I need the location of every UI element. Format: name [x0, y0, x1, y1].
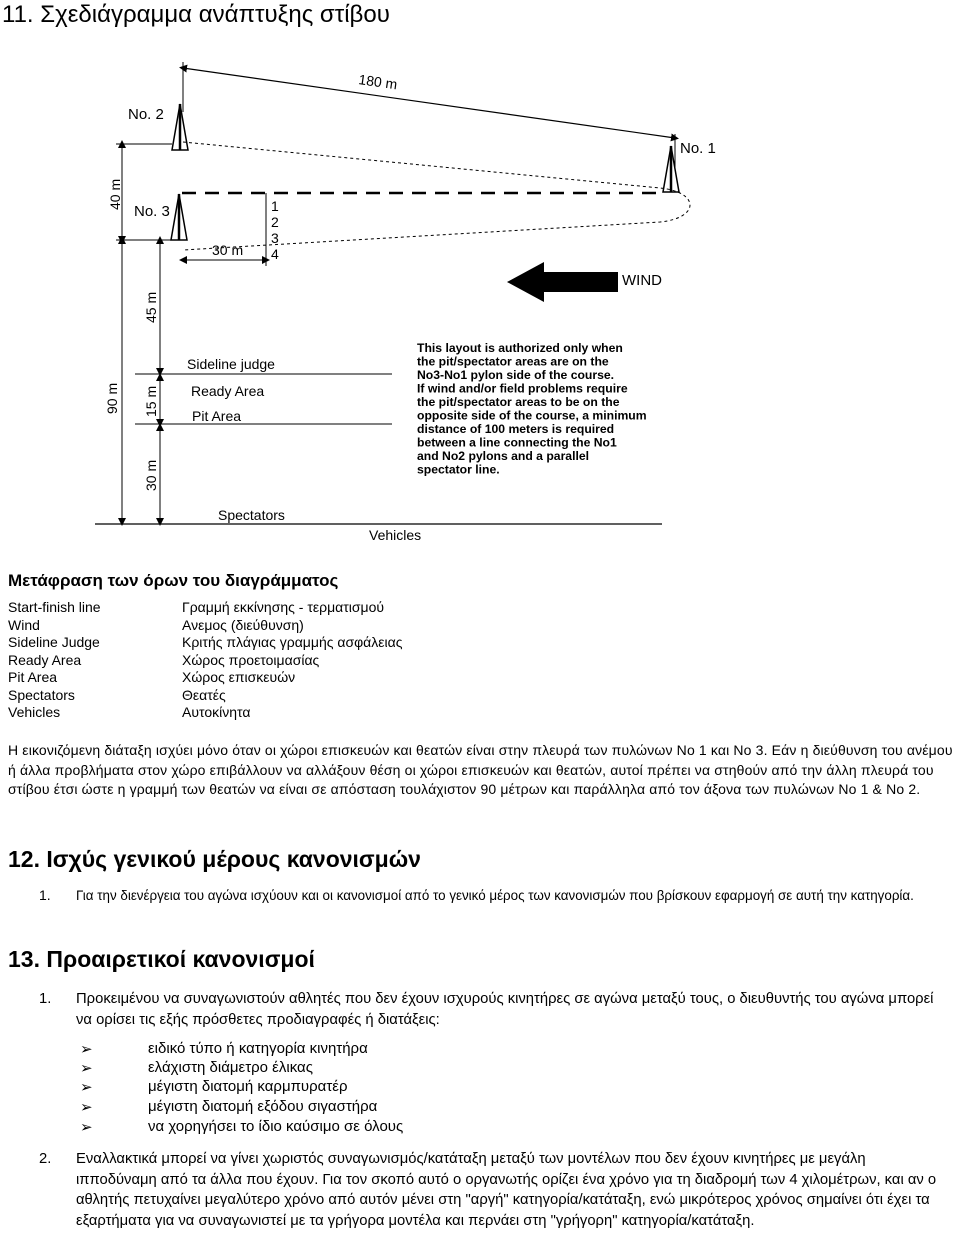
wind-arrow-icon — [507, 262, 618, 302]
section-11-number: 11. — [2, 1, 34, 28]
note-line: and No2 pylons and a parallel — [417, 449, 590, 463]
note-line: the pit/spectator areas are on the — [417, 354, 609, 369]
glossary-translation: Αυτοκίνητα — [182, 704, 251, 720]
lane-number-2: 2 — [271, 214, 279, 230]
depth-15-label: 15 m — [143, 385, 159, 417]
pit-area-label: Pit Area — [192, 408, 242, 424]
bullet-item: ειδικό τύπο ή κατηγορία κινητήρα — [148, 1040, 368, 1057]
glossary-translation: Θεατές — [182, 686, 226, 703]
bullet-marker-icon: ➢ — [80, 1041, 93, 1058]
depth-30-label: 30 m — [143, 459, 159, 491]
bullet-marker-icon: ➢ — [80, 1060, 93, 1077]
spectators-label: Spectators — [218, 507, 285, 523]
glossary-term: Spectators — [8, 686, 75, 703]
glossary-term: Ready Area — [8, 651, 82, 668]
glossary-translation: Ανεμος (διεύθυνση) — [182, 616, 304, 633]
note-line: between a line connecting the No1 — [417, 435, 617, 450]
lane-number-3: 3 — [271, 230, 279, 246]
glossary-term: Sideline Judge — [8, 634, 100, 650]
section-12-item-number: 1. — [39, 887, 51, 903]
section-13-item-1-number: 1. — [39, 991, 52, 1007]
glossary-translation: Γραμμή εκκίνησης - τερματισμού — [182, 599, 385, 615]
width-40-label: 40 m — [107, 178, 123, 210]
pylon-2-label: No. 2 — [128, 106, 164, 123]
pylon-3-offset-label: 30 m — [212, 242, 244, 258]
glossary-title: Μετάφραση των όρων του διαγράμματος — [8, 571, 339, 590]
course-layout-diagram — [0, 40, 960, 560]
bullet-item: ελάχιστη διάμετρο έλικας — [148, 1059, 313, 1076]
section-13-item-1-text: Προκειμένου να συναγωνιστούν αθλητές που δεν έχουν ισχυρούς κινητήρες σε αγώνα μεταξύ τους, ο διευθυντής του αγώνα μπορεί να ορίσει τις εξής πρόσθετες προδιαγραφές ή διατάξεις: — [76, 991, 934, 1028]
note-line: This layout is authorized only when — [417, 341, 623, 355]
glossary-translation: Κριτής πλάγιας γραμμής ασφάλειας — [182, 634, 403, 650]
layout-paragraph: Η εικονιζόμενη διάταξη ισχύει μόνο όταν οι χώροι επισκευών και θεατών είναι στην πλευρά των πυλώνων Νο 1 και Νο 3. Εάν η διεύθυνση του ανέμου ή άλλα προβλήματα στον χώρο επιβάλλουν να αλλάξουν θέση οι χώροι επισκευών και θεατών, αυτοί πρέπει να στηθούν από την άλλη πλευρά του στίβου έτσι ώστε η γραμμή των θεατών να είναι σε απόσταση τουλάχιστον 90 μέτρων και παράλληλα από τον άξονα των πυλώνων Νο 1 & Νο 2. — [8, 742, 953, 797]
note-line: distance of 100 meters is required — [417, 422, 615, 436]
depth-45-label: 45 m — [143, 291, 159, 323]
bullet-marker-icon: ➢ — [80, 1099, 93, 1116]
bullet-item: να χορηγήσει το ίδιο καύσιμο σε όλους — [148, 1118, 404, 1135]
bullet-marker-icon: ➢ — [80, 1119, 93, 1136]
note-line: opposite side of the course, a minimum — [417, 408, 647, 423]
bullet-item: μέγιστη διατομή καρμπυρατέρ — [148, 1078, 348, 1095]
section-12-title: 12. Ισχύς γενικού μέρους κανονισμών — [8, 846, 421, 872]
section-13-item-2-text: Εναλλακτικά μπορεί να γίνει χωριστός συναγωνισμός/κατάταξη μεταξύ των μοντέλων που δεν έχουν κινητήρες με μεγάλη ιπποδύναμη από τα άλλα που έχουν. Για τον σκοπό αυτό ο οργανωτής ορίζει ένα χρόνο για τη διαδρομή των 4 χιλομέτρων, και αν ο αθλητής πετυχαίνει μεγαλύτερο χρόνο από αυτόν μένει στη "αργή" κατηγορία/κατάταξη, ενώ μικρότερος χρόνος σημαίνει ότι έχει τα εξαρτήματα για να συναγωνιστεί με τα γρήγορα μοντέλα και περνάει στη "γρήγορη" κατηγορία/κατάταξη. — [76, 1151, 937, 1229]
note-line: If wind and/or field problems require — [417, 381, 628, 396]
section-13-title: 13. Προαιρετικοί κανονισμοί — [8, 946, 315, 972]
glossary-translation: Χώρος επισκευών — [182, 669, 296, 685]
note-line: the pit/spectator areas to be on the — [417, 395, 620, 409]
vehicles-label: Vehicles — [369, 527, 422, 543]
glossary-term: Start-finish line — [8, 599, 101, 615]
section-11-heading — [2, 0, 390, 30]
length-dimension-line — [183, 68, 675, 138]
note-line: spectator line. — [417, 462, 500, 477]
layout-note — [417, 341, 647, 477]
depth-90-label: 90 m — [104, 382, 120, 414]
lane-number-1: 1 — [271, 198, 279, 214]
sideline-judge-label: Sideline judge — [187, 356, 275, 372]
ready-area-label: Ready Area — [191, 383, 265, 399]
bullet-marker-icon: ➢ — [80, 1079, 93, 1096]
section-13-item-2-number: 2. — [39, 1151, 52, 1167]
section-11-title: Σχεδιάγραμμα ανάπτυξης στίβου — [40, 1, 390, 28]
wind-label: WIND — [622, 272, 662, 289]
section-12-item-text: Για την διενέργεια του αγώνα ισχύουν και οι κανονισμοί από το γενικό μέρος των κανονισμών που βρίσκουν εφαρμογή σε αυτή την κατηγορία. — [76, 888, 914, 903]
note-line: No3-No1 pylon side of the course. — [417, 368, 615, 382]
glossary-term: Wind — [8, 616, 40, 633]
lane-number-4: 4 — [271, 246, 279, 262]
pylon-3-label: No. 3 — [134, 203, 170, 220]
course-path-outline — [183, 142, 690, 250]
bullet-item: μέγιστη διατομή εξόδου σιγαστήρα — [148, 1098, 378, 1115]
glossary-term: Pit Area — [8, 669, 58, 685]
glossary-translation: Χώρος προετοιμασίας — [182, 651, 320, 668]
glossary-term: Vehicles — [8, 704, 61, 720]
length-dimension-label: 180 m — [357, 71, 399, 93]
pylon-1-label: No. 1 — [680, 140, 716, 157]
